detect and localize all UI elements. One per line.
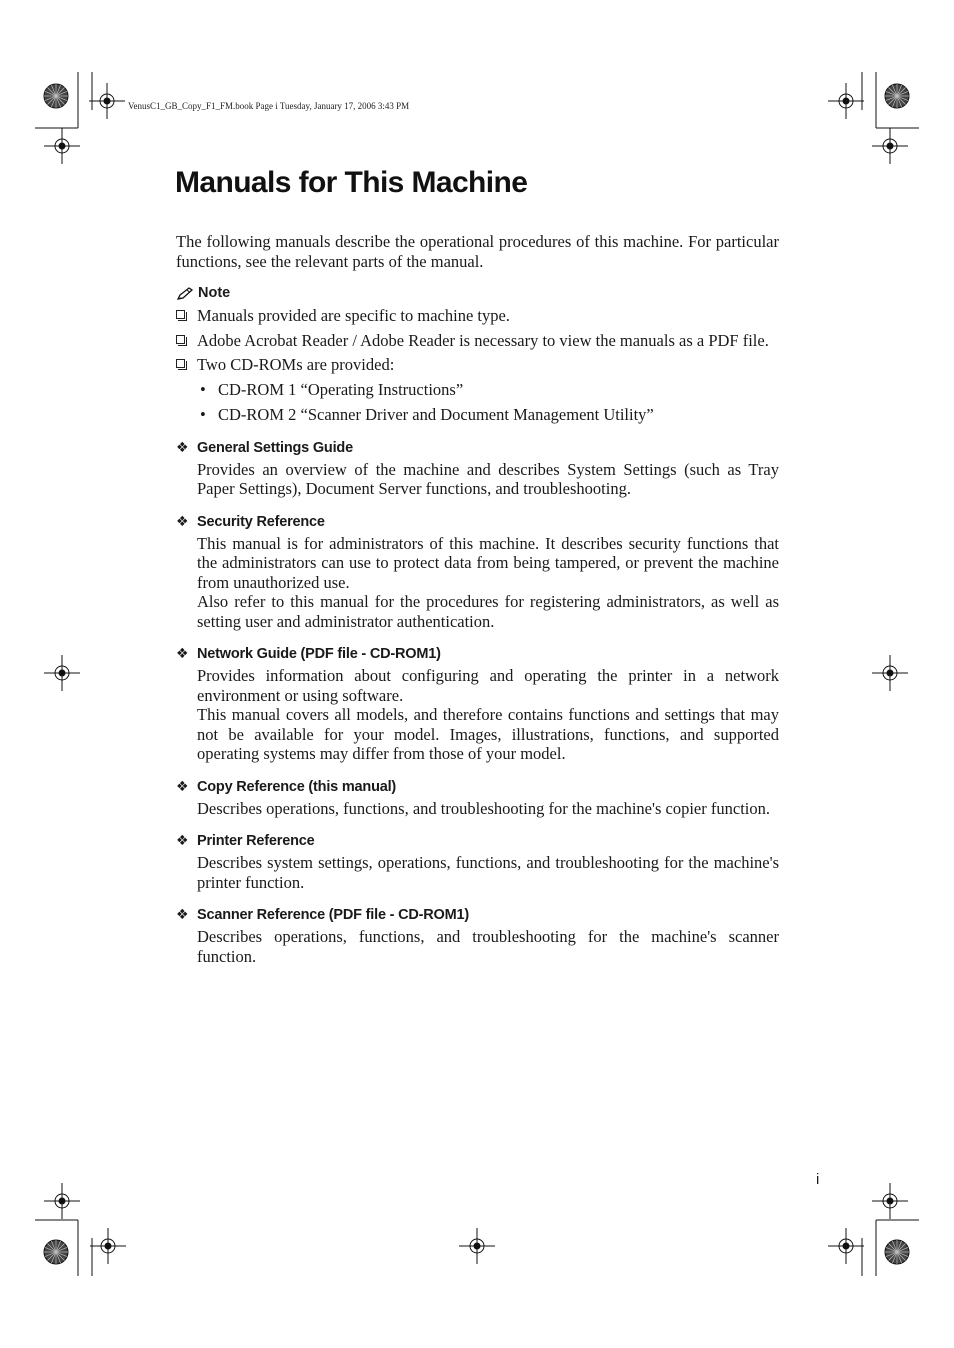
note-item: Adobe Acrobat Reader / Adobe Reader is necessary to view the manuals as a PDF file. [176,331,779,351]
section-title: Scanner Reference (PDF file - CD-ROM1) [197,907,469,924]
section-network-guide [176,644,779,764]
section-scanner-reference [176,905,779,966]
section-title: Security Reference [197,513,325,530]
section-body: Also refer to this manual for the procedures for registering administrators, as well as setting user and administrator authentication. [197,592,779,631]
section-title: Copy Reference (this manual) [197,778,397,795]
checkbox-icon [176,359,185,368]
diamond-icon: ❖ [176,439,189,456]
checkbox-icon [176,335,185,344]
section-body: Describes operations, functions, and troubleshooting for the machine's copier function. [197,798,770,818]
diamond-icon: ❖ [176,646,189,663]
note-heading-label: Note [198,285,231,302]
section-copy-reference [176,777,779,819]
diamond-icon: ❖ [176,513,189,530]
crop-mark-bottom-left [35,1183,126,1276]
crop-mark-top-right [828,72,919,164]
diamond-icon: ❖ [176,778,189,795]
page-content [176,232,779,966]
diamond-icon: ❖ [176,907,189,924]
section-body: Provides an overview of the machine and describes System Settings (such as Tray Paper Settings), Document Server functions, and troubleshooting. [197,459,779,498]
register-mark-bottom [459,1228,495,1264]
page-number: i [816,1171,820,1188]
cdrom-item: • CD-ROM 2 “Scanner Driver and Document Management Utility” [218,405,779,425]
page-title: Manuals for This Machine [175,166,528,199]
crop-mark-bottom-right [828,1183,919,1276]
note-item: Two CD-ROMs are provided: [176,355,779,375]
crop-mark-top-left [35,72,125,164]
section-title: Printer Reference [197,833,315,850]
section-body: This manual covers all models, and therefore contains functions and settings that may not be available for your model. Images, illustrations, functions, and supported operating systems may differ from those of your model. [197,705,779,763]
print-slug: VenusC1_GB_Copy_F1_FM.book Page i Tuesday, January 17, 2006 3:43 PM [128,101,410,111]
section-printer-reference [176,831,779,892]
section-body: Describes system settings, operations, functions, and troubleshooting for the machine's printer function. [197,853,779,892]
note-list [176,306,779,375]
cdrom-list [176,380,779,425]
section-body: Describes operations, functions, and troubleshooting for the machine's scanner function. [197,927,779,966]
register-mark-left [44,655,80,691]
section-title: Network Guide (PDF file - CD-ROM1) [197,646,441,663]
note-heading [176,284,779,304]
intro-paragraph: The following manuals describe the operational procedures of this machine. For particular functions, see the relevant parts of the manual. [176,232,779,271]
cdrom-item: • CD-ROM 1 “Operating Instructions” [218,380,779,400]
section-title: General Settings Guide [197,439,353,456]
pencil-icon [176,287,194,301]
section-body: Provides information about configuring and operating the printer in a network environment or using software. [197,666,779,705]
checkbox-icon [176,310,185,319]
register-mark-right [872,655,908,691]
section-general-settings [176,438,779,499]
diamond-icon: ❖ [176,833,189,850]
section-security-reference [176,512,779,632]
section-body: This manual is for administrators of this machine. It describes security functions that the administrators can use to protect data from being tampered, or prevent the machine from unauthorized use. [197,533,779,592]
note-item: Manuals provided are specific to machine type. [176,306,779,326]
